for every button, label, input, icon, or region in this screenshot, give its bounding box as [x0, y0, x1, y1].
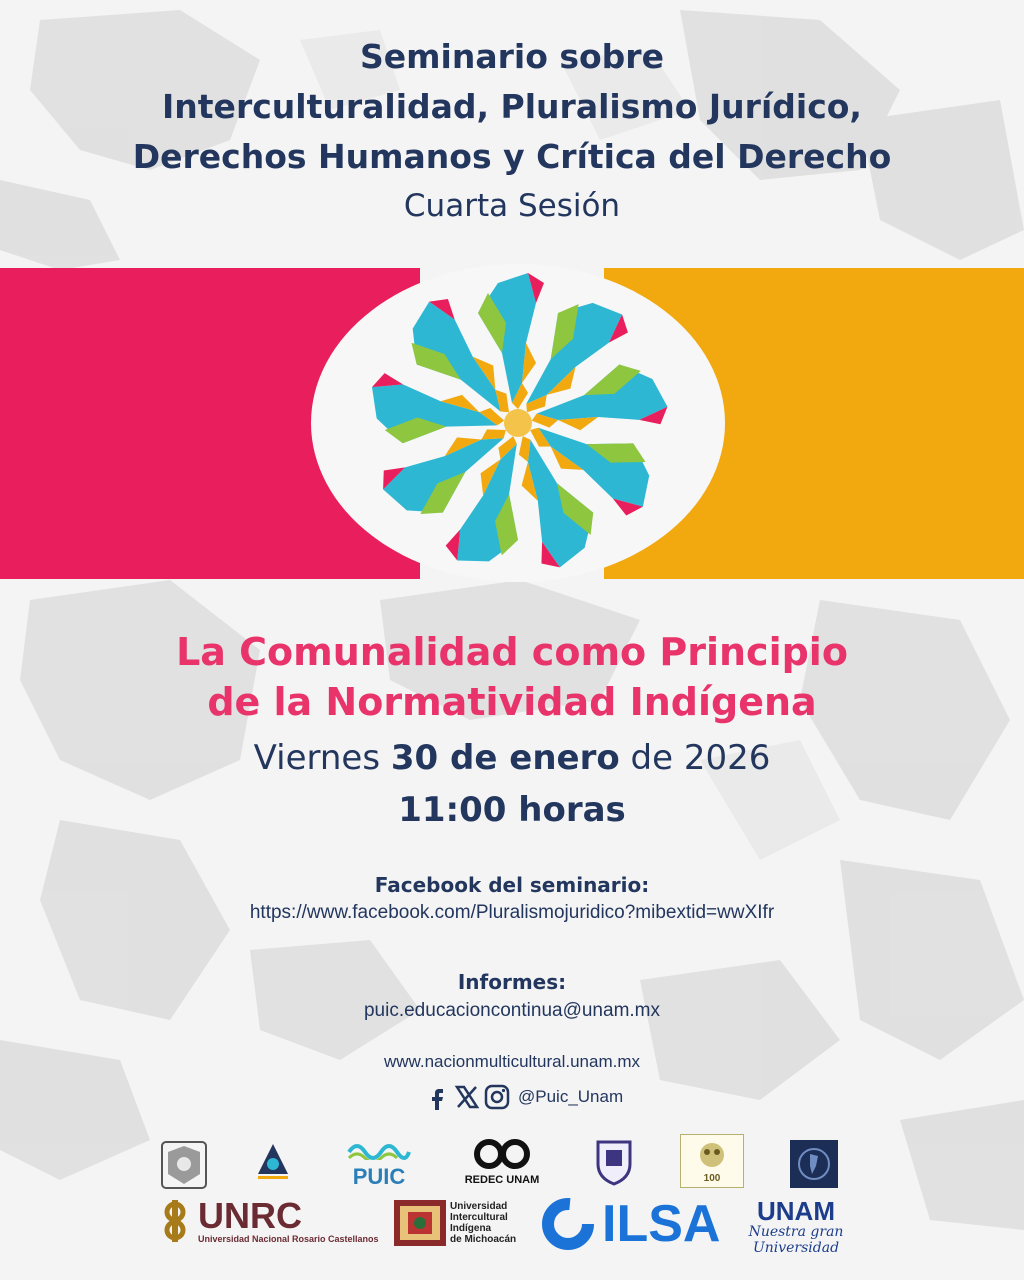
redec-rings-icon	[471, 1138, 533, 1170]
ilsa-label: ILSA	[602, 1195, 721, 1253]
unrc-knot-icon	[156, 1198, 194, 1244]
redec-logo	[462, 1138, 542, 1186]
puic-logo	[346, 1138, 412, 1190]
filosofia-number: 100	[703, 1173, 721, 1184]
talk-title	[0, 627, 1024, 727]
unrc-label: UNRC	[198, 1195, 302, 1236]
filosofia-letras-logo	[680, 1134, 744, 1188]
facebook-icon[interactable]	[424, 1084, 450, 1110]
ilsa-ring-icon	[540, 1196, 596, 1252]
seminar-title-line-2: Interculturalidad, Pluralismo Jurídico,	[162, 87, 862, 126]
owl-icon	[692, 1139, 732, 1169]
seminar-title-line-1: Seminario sobre	[360, 37, 664, 76]
social-handle[interactable]: @Puic_Unam	[518, 1087, 624, 1106]
unam-slogan-logo	[748, 1198, 844, 1256]
latin-america-pinwheel-image	[311, 264, 725, 582]
social-links	[424, 1081, 623, 1113]
uiim-logo	[394, 1200, 516, 1246]
facebook-link[interactable]: https://www.facebook.com/Pluralismojuridico?mibextid=wwXIfr	[249, 902, 775, 923]
event-date	[0, 738, 1024, 778]
website-link[interactable]: www.nacionmulticultural.unam.mx	[383, 1052, 641, 1071]
instagram-icon[interactable]	[484, 1084, 510, 1110]
date-day-month: 30 de enero	[390, 738, 620, 778]
talk-title-line-1: La Comunalidad como Principio	[176, 630, 848, 674]
puic-waves-icon	[347, 1138, 411, 1160]
uiim-line-1: Universidad	[450, 1201, 508, 1212]
session-label: Cuarta Sesión	[403, 188, 621, 224]
facebook-label: Facebook del seminario:	[374, 873, 650, 897]
unam-label: UNAM	[757, 1196, 835, 1226]
redec-label: REDEC UNAM	[464, 1174, 540, 1186]
unrc-full-name: Universidad Nacional Rosario Castellanos	[198, 1234, 379, 1244]
unam-slogan-line-1: Nuestra gran	[748, 1224, 844, 1240]
talk-title-line-2: de la Normatividad Indígena	[207, 680, 817, 724]
x-icon[interactable]	[454, 1084, 480, 1110]
uiim-emblem-icon	[394, 1200, 446, 1246]
seminar-title	[0, 32, 1024, 182]
informes-label: Informes:	[457, 970, 567, 994]
shield-crest-logo	[594, 1136, 634, 1186]
unrc-logo	[156, 1195, 379, 1244]
event-time: 11:00 horas	[398, 790, 626, 830]
puic-label: PUIC	[352, 1164, 406, 1189]
dark-globe-logo	[790, 1140, 838, 1188]
informes-email-link[interactable]: puic.educacioncontinua@unam.mx	[363, 1000, 660, 1021]
unam-crest-logo	[160, 1140, 208, 1190]
ilsa-logo	[540, 1196, 720, 1252]
date-weekday: Viernes	[253, 738, 391, 778]
uiim-line-2: Intercultural	[450, 1212, 508, 1223]
unam-slogan-line-2: Universidad	[752, 1240, 840, 1256]
uiim-line-4: de Michoacán	[450, 1234, 517, 1245]
seminar-title-line-3: Derechos Humanos y Crítica del Derecho	[132, 137, 892, 176]
uiim-line-3: Indígena	[450, 1223, 492, 1234]
date-year: de 2026	[619, 738, 771, 778]
coordinacion-humanidades-logo	[252, 1140, 294, 1182]
